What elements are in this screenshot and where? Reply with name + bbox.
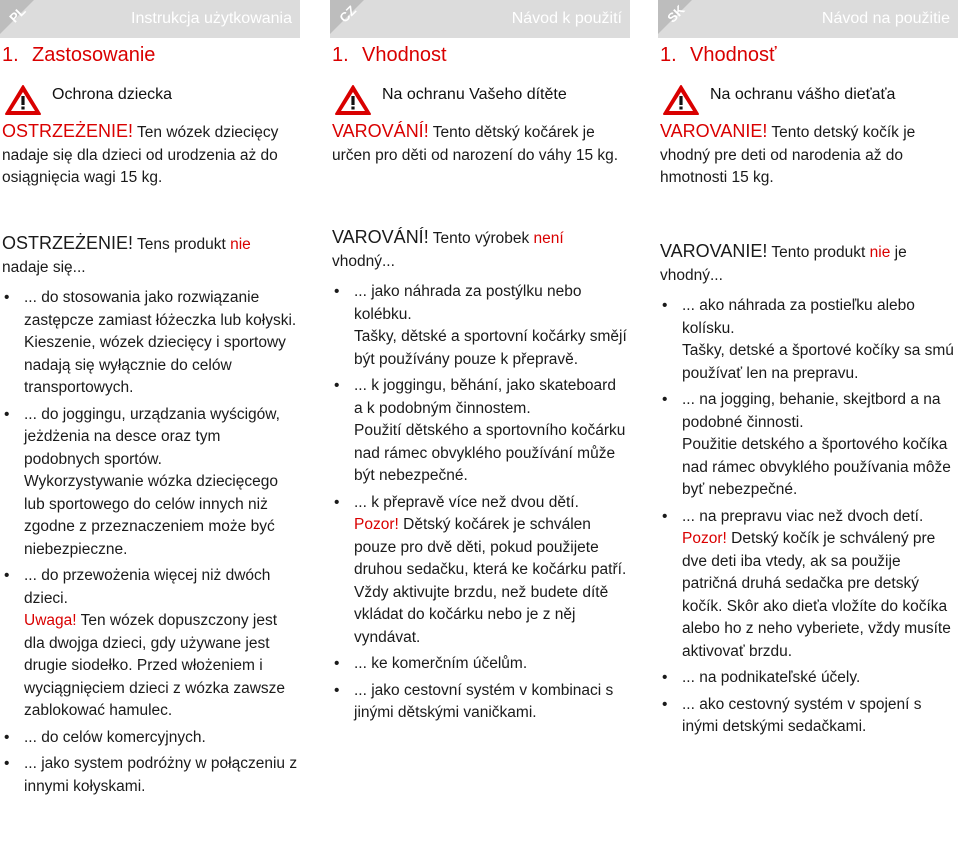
warning-heading-row bbox=[662, 84, 958, 114]
warning-text: Ten wózek dziecięcy nadaje się dla dzieci od urodzenia aż do osiągnięcia wagi 15 kg. bbox=[2, 124, 279, 186]
list-item bbox=[2, 727, 298, 750]
warning-paragraph bbox=[2, 120, 294, 190]
lang-code: CZ bbox=[336, 2, 360, 26]
unsuitable-list bbox=[332, 281, 628, 725]
note-text: Tašky, detské a športové kočíky sa smú používať len na prepravu. bbox=[682, 342, 954, 382]
list-item bbox=[332, 375, 628, 488]
warning2-label: OSTRZEŻENIE! bbox=[2, 233, 134, 253]
note-text: Detský kočík je schválený pre dve deti iba vtedy, ak sa použije patričná druhá sedačka pre detský kočík. Skôr ako dieťa vložíte do kočíka alebo ho z neho vyberiete, vždy musíte aktivovať brzdu. bbox=[682, 530, 951, 660]
warning2-not: nie bbox=[230, 236, 251, 253]
warning-heading: Na ochranu vášho dieťaťa bbox=[710, 86, 896, 103]
column-sk bbox=[658, 0, 958, 735]
note-label: Uwaga! bbox=[24, 612, 77, 629]
header-title: Návod na použitie bbox=[821, 10, 950, 27]
lang-badge-icon bbox=[0, 0, 42, 38]
warning-heading-row bbox=[334, 84, 630, 114]
section-title bbox=[660, 44, 776, 67]
lang-code: SK bbox=[664, 2, 688, 26]
language-header bbox=[0, 0, 300, 38]
warning-triangle-icon bbox=[662, 84, 700, 116]
unsuitable-list bbox=[2, 287, 298, 798]
language-header bbox=[658, 0, 958, 38]
warning2-pre: Tento výrobek bbox=[432, 230, 530, 247]
note-text: Kieszenie, wózek dziecięcy i sportowy nadają się wyłącznie do celów transportowych. bbox=[24, 334, 286, 396]
list-item-text: ... do joggingu, urządzania wyścigów, jeżdżenia na desce oraz tym podobnych sportów. bbox=[24, 405, 280, 468]
note-text: Tašky, dětské a sportovní kočárky smějí být používány pouze k přepravě. bbox=[354, 328, 627, 368]
header-title: Instrukcja użytkowania bbox=[131, 10, 292, 27]
warning2-not: není bbox=[533, 230, 564, 247]
list-item-note bbox=[682, 528, 956, 663]
list-item-text: ... jako system podróżny w połączeniu z innymi kołyskami. bbox=[24, 755, 298, 795]
list-item bbox=[660, 389, 956, 502]
list-item-note bbox=[682, 340, 956, 385]
list-item-note bbox=[354, 420, 628, 488]
note-label: Pozor! bbox=[682, 530, 727, 547]
unsuitable-use-block bbox=[2, 232, 298, 802]
note-text: Ten wózek dopuszczony jest dla dwojga dzieci, gdy używane jest drugie siodełko. Przed włożeniem i wyciągnięciem dzieci z wózka zawsze zablokować hamulec. bbox=[24, 612, 286, 719]
column-pl bbox=[0, 0, 300, 795]
warning2-not: nie bbox=[869, 244, 891, 261]
unsuitable-use-block bbox=[332, 226, 628, 729]
warning2-post: nadaje się... bbox=[2, 259, 86, 276]
list-item-note bbox=[24, 332, 298, 400]
warning-heading: Ochrona dziecka bbox=[52, 86, 173, 103]
list-item-text: ... na jogging, behanie, skejtbord a na podobné činnosti. bbox=[682, 391, 941, 431]
list-item-note bbox=[354, 326, 628, 371]
section-number: 1. bbox=[2, 44, 19, 66]
warning-triangle-icon bbox=[334, 84, 372, 116]
warning-heading-row bbox=[4, 84, 300, 114]
section-title bbox=[2, 44, 155, 67]
lang-badge-icon bbox=[330, 0, 372, 38]
unsuitable-list bbox=[660, 295, 956, 739]
warning2-label: VAROVANIE! bbox=[660, 241, 768, 261]
list-item-text: ... jako cestovní systém v kombinaci s jinými dětskými vaničkami. bbox=[354, 681, 614, 721]
list-item-note bbox=[354, 514, 628, 649]
warning2-post: je vhodný... bbox=[660, 244, 907, 284]
list-item-text: ... do stosowania jako rozwiązanie zastępcze zamiast łóżeczka lub kołyski. bbox=[24, 289, 297, 329]
section-title-text: Vhodnosť bbox=[690, 44, 777, 66]
unsuitable-lead bbox=[2, 232, 298, 279]
list-item-note bbox=[24, 610, 298, 723]
warning-label: VAROVANIE! bbox=[660, 121, 768, 141]
warning2-label: VAROVÁNÍ! bbox=[332, 227, 429, 247]
unsuitable-use-block bbox=[660, 240, 956, 743]
list-item bbox=[332, 653, 628, 676]
section-title-text: Zastosowanie bbox=[32, 44, 156, 66]
list-item bbox=[2, 565, 298, 723]
list-item-text: ... k přepravě více než dvou dětí. bbox=[354, 493, 579, 511]
unsuitable-lead bbox=[660, 240, 956, 287]
section-title bbox=[332, 44, 447, 67]
note-text: Dětský kočárek je schválen pouze pro dvě děti, pokud použijete druhou sedačku, která ke kočárku patří. Vždy aktivujte brzdu, než budete dítě vkládat do kočárku nebo je z něj vyndávat. bbox=[354, 516, 627, 646]
language-header bbox=[330, 0, 630, 38]
warning-label: VAROVÁNÍ! bbox=[332, 121, 429, 141]
list-item-note bbox=[682, 434, 956, 502]
warning-paragraph bbox=[332, 120, 624, 167]
list-item-note bbox=[24, 471, 298, 561]
list-item bbox=[2, 287, 298, 400]
lang-code: PL bbox=[6, 3, 29, 26]
list-item bbox=[332, 492, 628, 650]
list-item bbox=[660, 667, 956, 690]
section-number: 1. bbox=[332, 44, 349, 66]
list-item bbox=[332, 680, 628, 725]
warning-text: Tento detský kočík je vhodný pre deti od narodenia až do hmotnosti 15 kg. bbox=[660, 124, 916, 186]
header-title: Návod k použití bbox=[511, 10, 622, 27]
note-text: Použitie detského a športového kočíka nad rámec obvyklého používania môže byť nebezpečné. bbox=[682, 436, 951, 498]
section-title-text: Vhodnost bbox=[362, 44, 447, 66]
warning2-pre: Tens produkt bbox=[137, 236, 226, 253]
warning2-pre: Tento produkt bbox=[771, 244, 866, 261]
list-item bbox=[660, 694, 956, 739]
note-label: Pozor! bbox=[354, 516, 399, 533]
warning2-post: vhodný... bbox=[332, 253, 395, 270]
warning-label: OSTRZEŻENIE! bbox=[2, 121, 134, 141]
column-cz bbox=[330, 0, 630, 721]
section-number: 1. bbox=[660, 44, 677, 66]
list-item-text: ... na prepravu viac než dvoch detí. bbox=[682, 507, 924, 525]
note-text: Wykorzystywanie wózka dziecięcego lub sportowego do celów innych niż zgodne z przeznaczeniem może być niebezpieczne. bbox=[24, 473, 278, 558]
list-item bbox=[2, 753, 298, 798]
list-item-text: ... jako náhrada za postýlku nebo kolébku. bbox=[354, 283, 582, 323]
list-item-text: ... ke komerčním účelům. bbox=[354, 655, 528, 672]
list-item-text: ... do celów komercyjnych. bbox=[24, 728, 206, 746]
list-item-text: ... do przewożenia więcej niż dwóch dzieci. bbox=[24, 567, 271, 607]
unsuitable-lead bbox=[332, 226, 628, 273]
note-text: Použití dětského a sportovního kočárku nad rámec obvyklého používání může být nebezpečné. bbox=[354, 422, 626, 484]
warning-heading: Na ochranu Vašeho dítěte bbox=[382, 86, 567, 103]
warning-triangle-icon bbox=[4, 84, 42, 116]
list-item-text: ... na podnikateľské účely. bbox=[682, 669, 861, 686]
warning-paragraph bbox=[660, 120, 952, 190]
lang-badge-icon bbox=[658, 0, 700, 38]
list-item bbox=[2, 404, 298, 562]
list-item-text: ... ako náhrada za postieľku alebo kolísku. bbox=[682, 297, 915, 337]
warning-text: Tento dětský kočárek je určen pro děti od narození do váhy 15 kg. bbox=[332, 124, 619, 164]
list-item-text: ... ako cestovný systém v spojení s inými detskými sedačkami. bbox=[682, 695, 922, 735]
list-item bbox=[660, 506, 956, 664]
list-item-text: ... k joggingu, běhání, jako skateboard a k podobným činnostem. bbox=[354, 377, 616, 417]
list-item bbox=[332, 281, 628, 371]
list-item bbox=[660, 295, 956, 385]
